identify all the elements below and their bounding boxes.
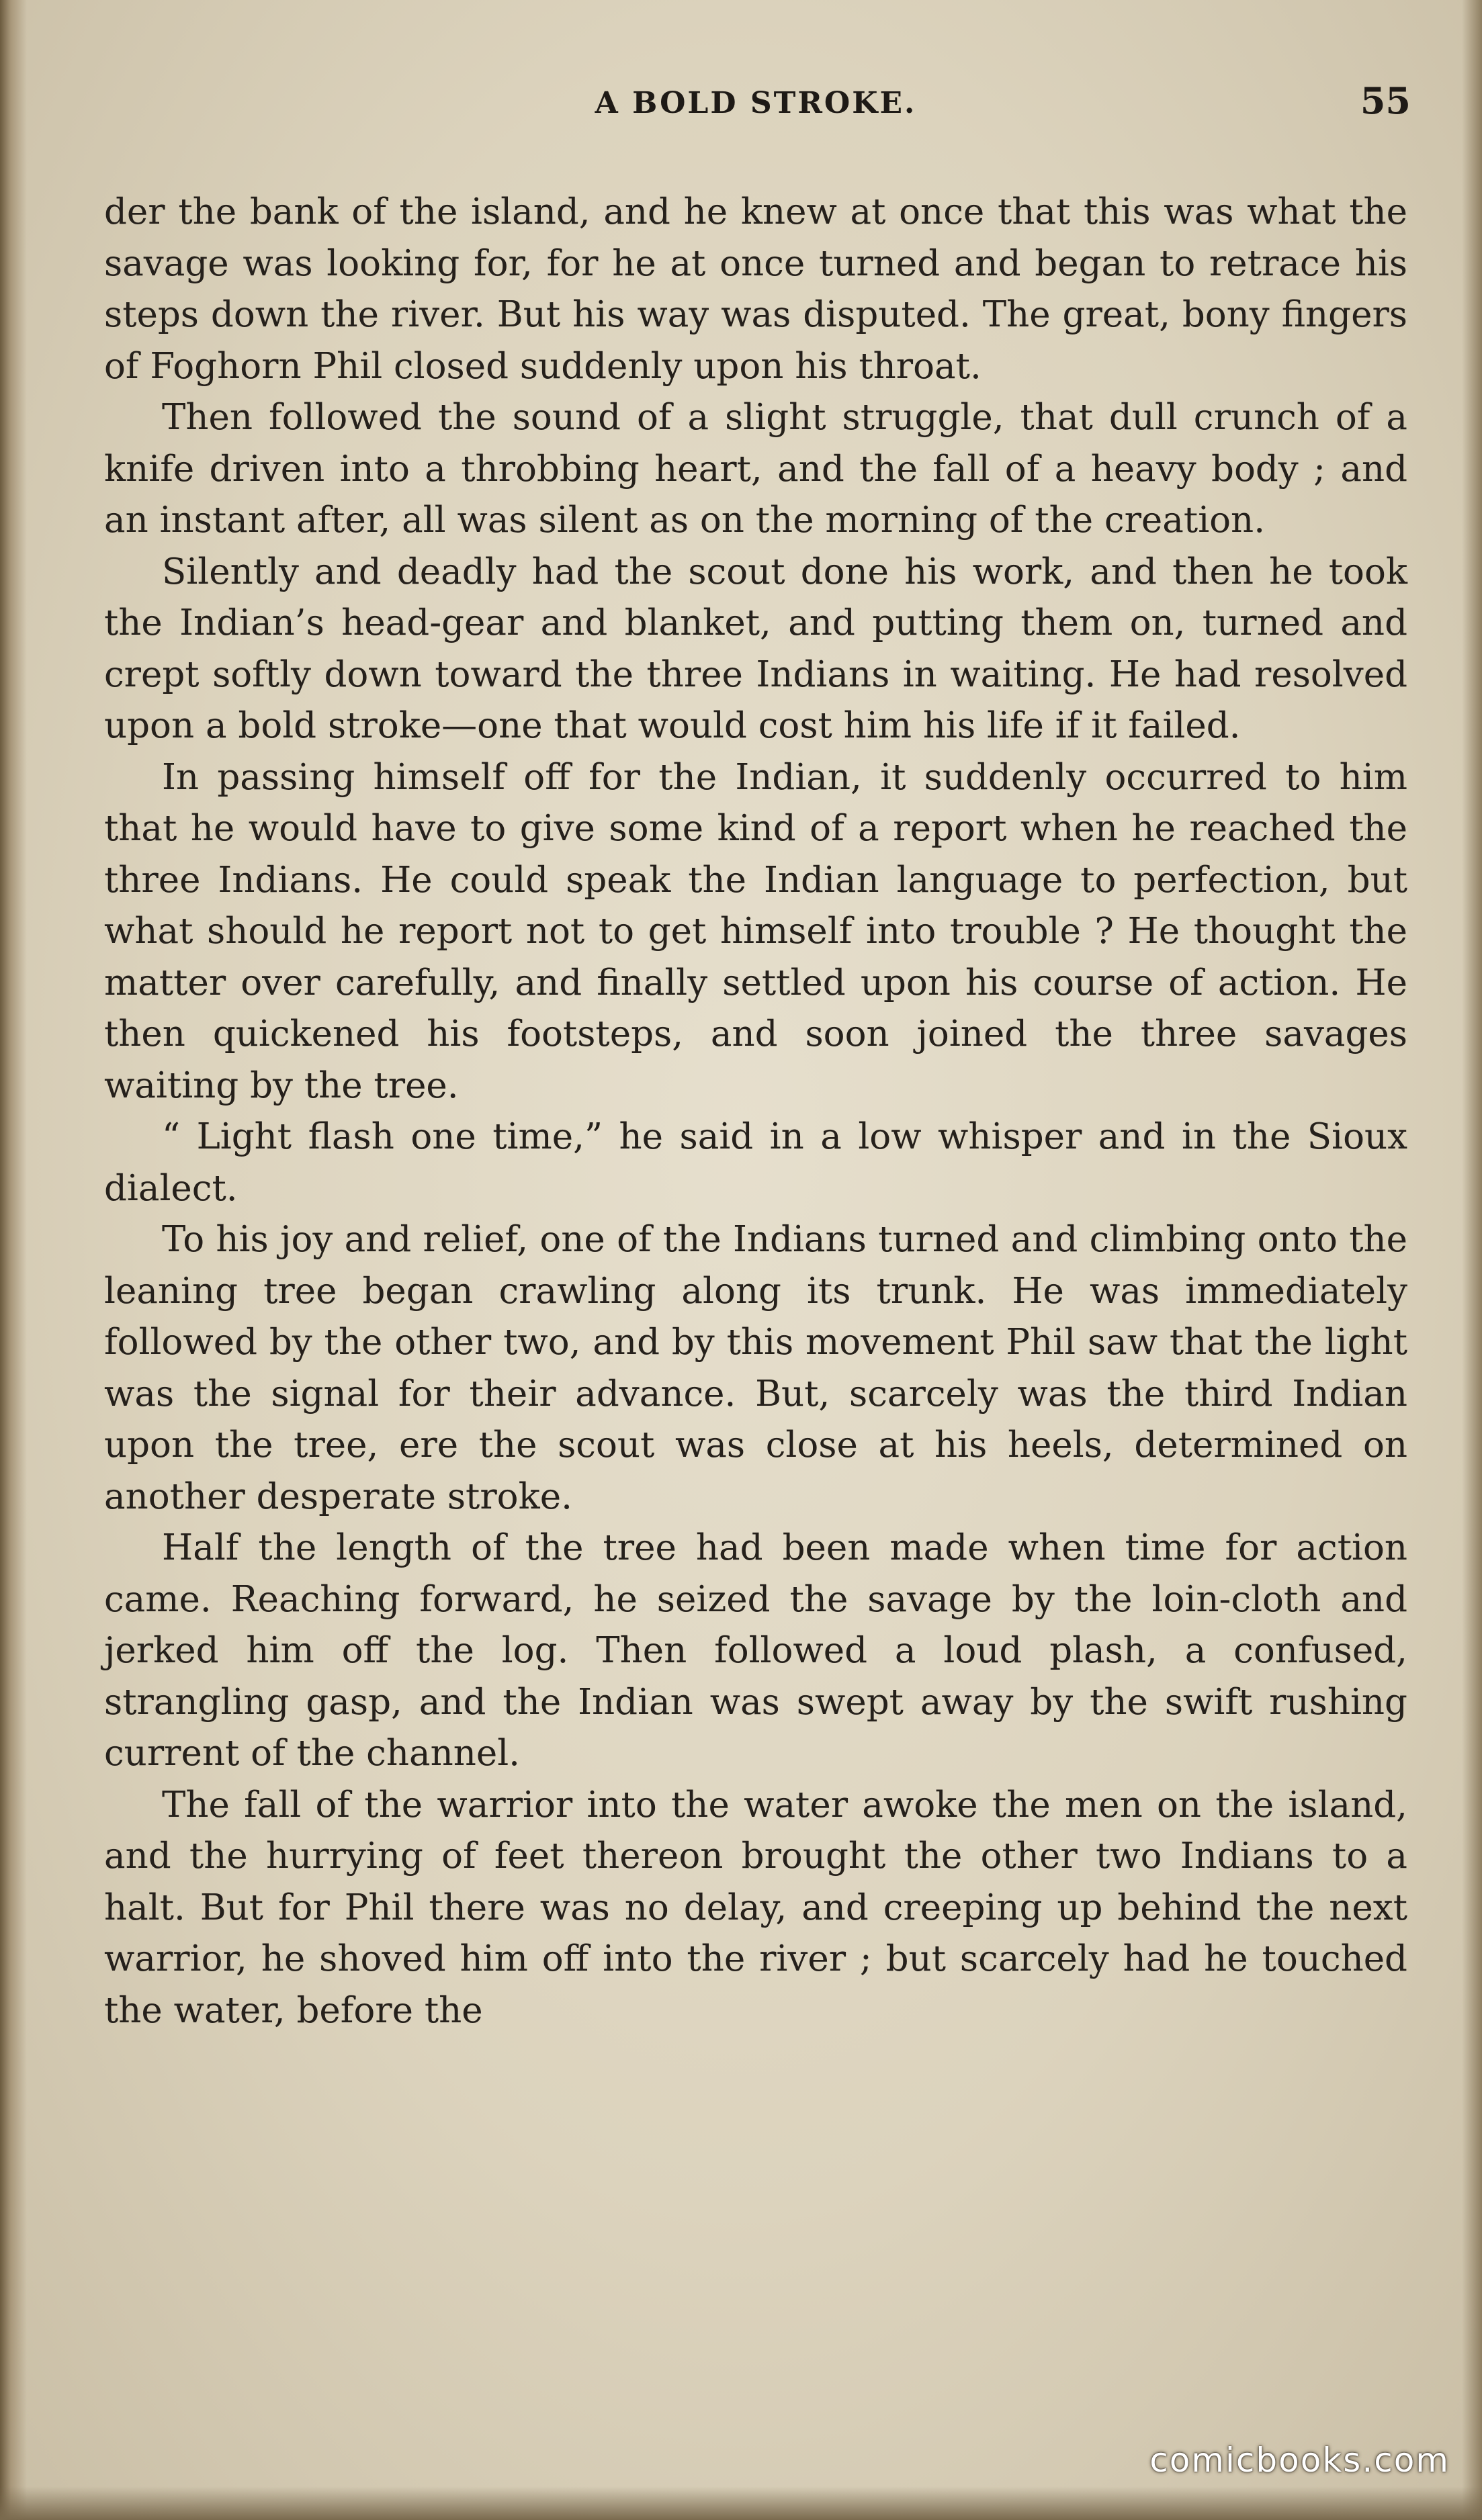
paragraph: “ Light flash one time,” he said in a low whisper and in the Sioux dialect.: [104, 1116, 1407, 1209]
page-bottom-shadow: [0, 2486, 1482, 2520]
page-edge-shadow: [1462, 0, 1482, 2520]
watermark: comicbooks.com: [1149, 2441, 1450, 2480]
paragraph: Then followed the sound of a slight struggle, that dull crunch of a knife driven into a throbbing heart, and the fall of a heavy body ; and an instant after, all was silent as on the morning of the creation.: [104, 397, 1407, 541]
paragraph: To his joy and relief, one of the Indians turned and climbing onto the leaning tree began crawling along its trunk. He was immediately followed by the other two, and by this movement Phil saw that the light was the signal for their advance. But, scarcely was the third Indian upon the tree, ere the scout was close at his heels, determined on another desperate stroke.: [104, 1219, 1407, 1517]
paragraph: Silently and deadly had the scout done his work, and then he took the Indian’s head-gear and blanket, and putting them on, turned and crept softly down toward the three Indians in waiting. He had resolved upon a bold stroke—one that would cost him his life if it failed.: [104, 551, 1407, 746]
paragraph: Half the length of the tree had been made when time for action came. Reaching forward, he seized the savage by the loin-cloth and jerked him off the log. Then followed a loud plash, a confused, strangling gasp, and the Indian was swept away by the swift rushing current of the channel.: [104, 1527, 1407, 1774]
paragraph: der the bank of the island, and he knew at once that this was what the savage was looking for, for he at once turned and began to retrace his steps down the river. But his way was disputed. The great, bony fingers of Foghorn Phil closed suddenly upon his throat.: [104, 191, 1407, 387]
paragraph: The fall of the warrior into the water awoke the men on the island, and the hurrying of feet thereon brought the other two Indians to a halt. But for Phil there was no delay, and creeping up behind the next warrior, he shoved him off into the river ; but scarcely had he touched the water, before the: [104, 1784, 1407, 2031]
body-text: [104, 187, 1407, 2036]
running-title: A BOLD STROKE.: [595, 86, 917, 120]
page-header: [101, 79, 1411, 133]
page-number: 55: [1360, 79, 1411, 122]
paragraph: In passing himself off for the Indian, it suddenly occurred to him that he would have to give some kind of a report when he reached the three Indians. He could speak the Indian language to perfection, but what should he report not to get himself into trouble ? He thought the matter over carefully, and finally settled upon his course of action. He then quickened his footsteps, and soon joined the three savages waiting by the tree.: [104, 756, 1407, 1106]
page-gutter-shadow: [0, 0, 27, 2520]
